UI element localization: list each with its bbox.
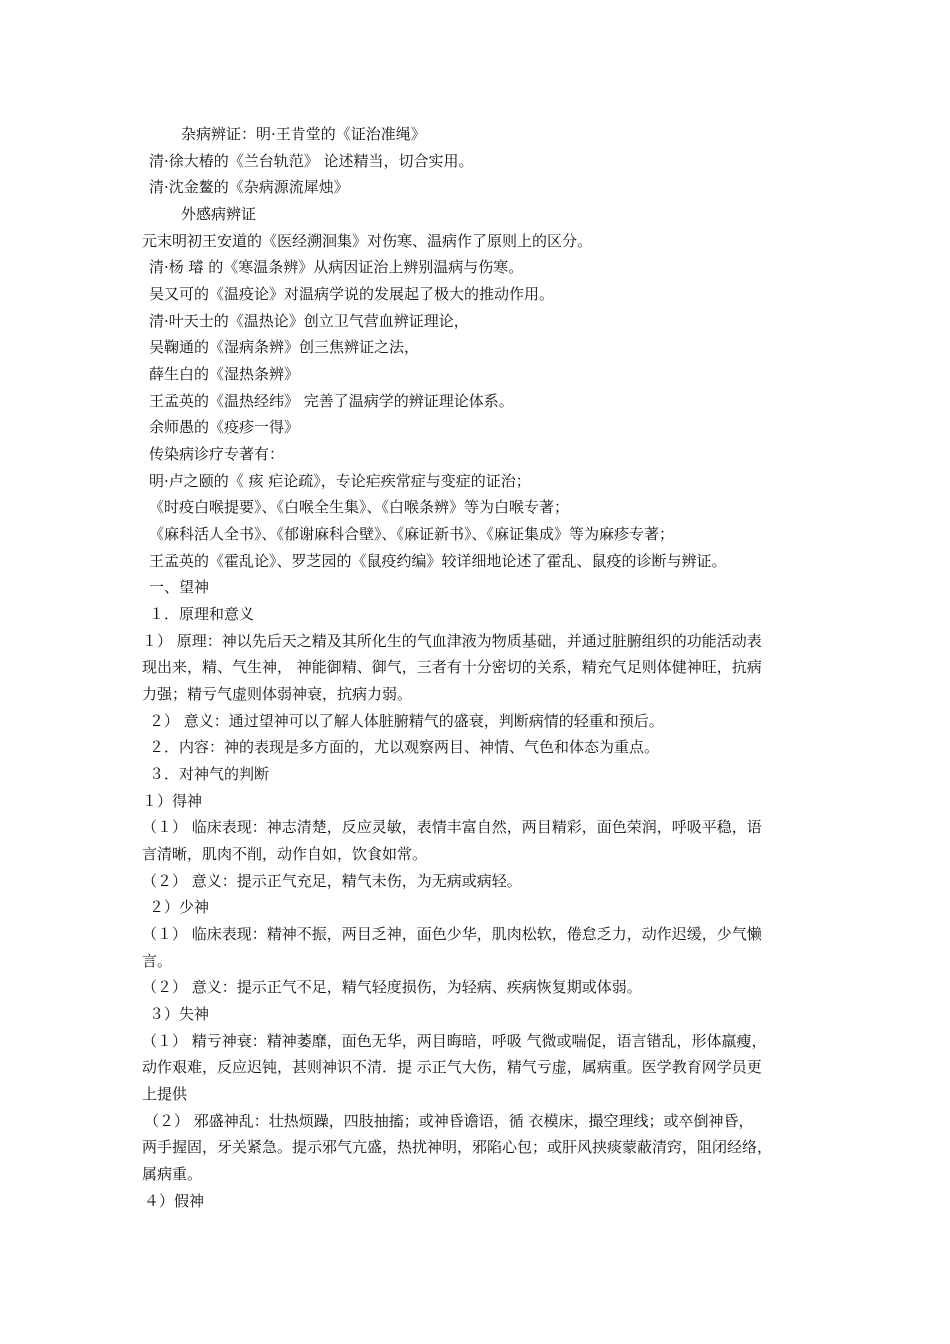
- text-line: 元末明初王安道的《医经溯洄集》对伤寒、温病作了原则上的区分。: [142, 232, 593, 250]
- text-line: 两手握固，牙关紧急。提示邪气亢盛，热扰神明，邪陷心包；或肝风挟痰蒙蔽清窍，阻闭经络，: [142, 1138, 773, 1156]
- text-line: ２．内容：神的表现是多方面的，尤以观察两目、神情、气色和体态为重点。: [149, 738, 660, 756]
- subsection-heading: １．原理和意义: [149, 605, 255, 623]
- text-line: 属病重。: [142, 1165, 203, 1183]
- text-line: 吴鞠通的《湿病条辨》创三焦辨证之法，: [149, 338, 420, 356]
- subsection-heading: ３．对神气的判断: [149, 765, 270, 783]
- text-line: （２） 邪盛神乱：壮热烦躁，四肢抽搐；或神昏谵语，循 衣模床，撮空理线；或卒倒神昏，: [144, 1112, 754, 1130]
- text-line: １） 原理：神以先后天之精及其所化生的气血津液为物质基础，并通过脏腑组织的功能活动表: [142, 632, 762, 650]
- text-line: 明·卢之颐的《 痎 疟论疏》，专论疟疾常症与变症的证治；: [149, 472, 531, 490]
- text-line: （１） 精亏神衰：精神萎靡，面色无华，两目晦暗，呼吸 气微或喘促，语言错乱，形体羸瘦，: [142, 1032, 767, 1050]
- text-line: （１） 临床表现：神志清楚，反应灵敏，表情丰富自然，两目精彩，面色荣润，呼吸平稳，语: [142, 818, 762, 836]
- text-line: 言。: [142, 952, 173, 970]
- text-line: 《麻科活人全书》、《郁谢麻科合壁》、《麻证新书》、《麻证集成》等为麻疹专著；: [149, 525, 675, 543]
- text-line: 清·杨 璿 的《寒温条辨》从病因证治上辨别温病与伤寒。: [149, 258, 524, 276]
- subsection-heading: １）得神: [142, 792, 203, 810]
- text-line: 《时疫白喉提要》、《白喉全生集》、《白喉条辨》等为白喉专著；: [149, 498, 570, 516]
- text-line: （１） 临床表现：精神不振，两目乏神，面色少华，肌肉松软，倦怠乏力，动作迟缓，少气懒: [142, 925, 762, 943]
- text-line: 清·徐大椿的《兰台轨范》 论述精当，切合实用。: [149, 152, 474, 170]
- text-line: 现出来，精、气生神， 神能御精、御气，三者有十分密切的关系，精充气足则体健神旺，抗病: [142, 658, 762, 676]
- text-line: ２） 意义：通过望神可以了解人体脏腑精气的盛衰，判断病情的轻重和预后。: [149, 712, 664, 730]
- section-heading: 一、望神: [149, 578, 210, 596]
- section-heading: 外感病辨证: [181, 205, 257, 223]
- text-line: （２） 意义：提示正气不足，精气轻度损伤，为轻病、疾病恢复期或体弱。: [142, 978, 642, 996]
- text-line: 王孟英的《温热经纬》 完善了温病学的辨证理论体系。: [149, 392, 514, 410]
- text-line: 薛生白的《湿热条辨》: [149, 365, 300, 383]
- text-line: 言清晰，肌肉不削，动作自如，饮食如常。: [142, 845, 428, 863]
- text-line: 动作艰难，反应迟钝，甚则神识不清．提 示正气大伤，精气亏虚，属病重。医学教育网学员更: [142, 1058, 762, 1076]
- text-line: 上提供: [142, 1085, 188, 1103]
- text-line: 力强；精亏气虚则体弱神衰，抗病力弱。: [142, 685, 413, 703]
- text-line: 王孟英的《霍乱论》、罗芝园的《鼠疫约编》较详细地论述了霍乱、鼠疫的诊断与辨证。: [149, 552, 727, 570]
- text-line: 清·叶天士的《温热论》创立卫气营血辨证理论，: [149, 312, 469, 330]
- text-line: 清·沈金鳌的《杂病源流犀烛》: [149, 178, 349, 196]
- text-line: 吴又可的《温疫论》对温病学说的发展起了极大的推动作用。: [149, 285, 555, 303]
- text-line: 杂病辨证：明·王肯堂的《证治准绳》: [181, 125, 426, 143]
- text-line: 传染病诊疗专著有：: [149, 445, 285, 463]
- text-line: （２） 意义：提示正气充足，精气未伤，为无病或病轻。: [142, 872, 522, 890]
- text-line: 余师愚的《疫疹一得》: [149, 418, 300, 436]
- subsection-heading: ２）少神: [149, 898, 210, 916]
- subsection-heading: ４）假神: [144, 1192, 205, 1210]
- subsection-heading: ３）失神: [149, 1005, 210, 1023]
